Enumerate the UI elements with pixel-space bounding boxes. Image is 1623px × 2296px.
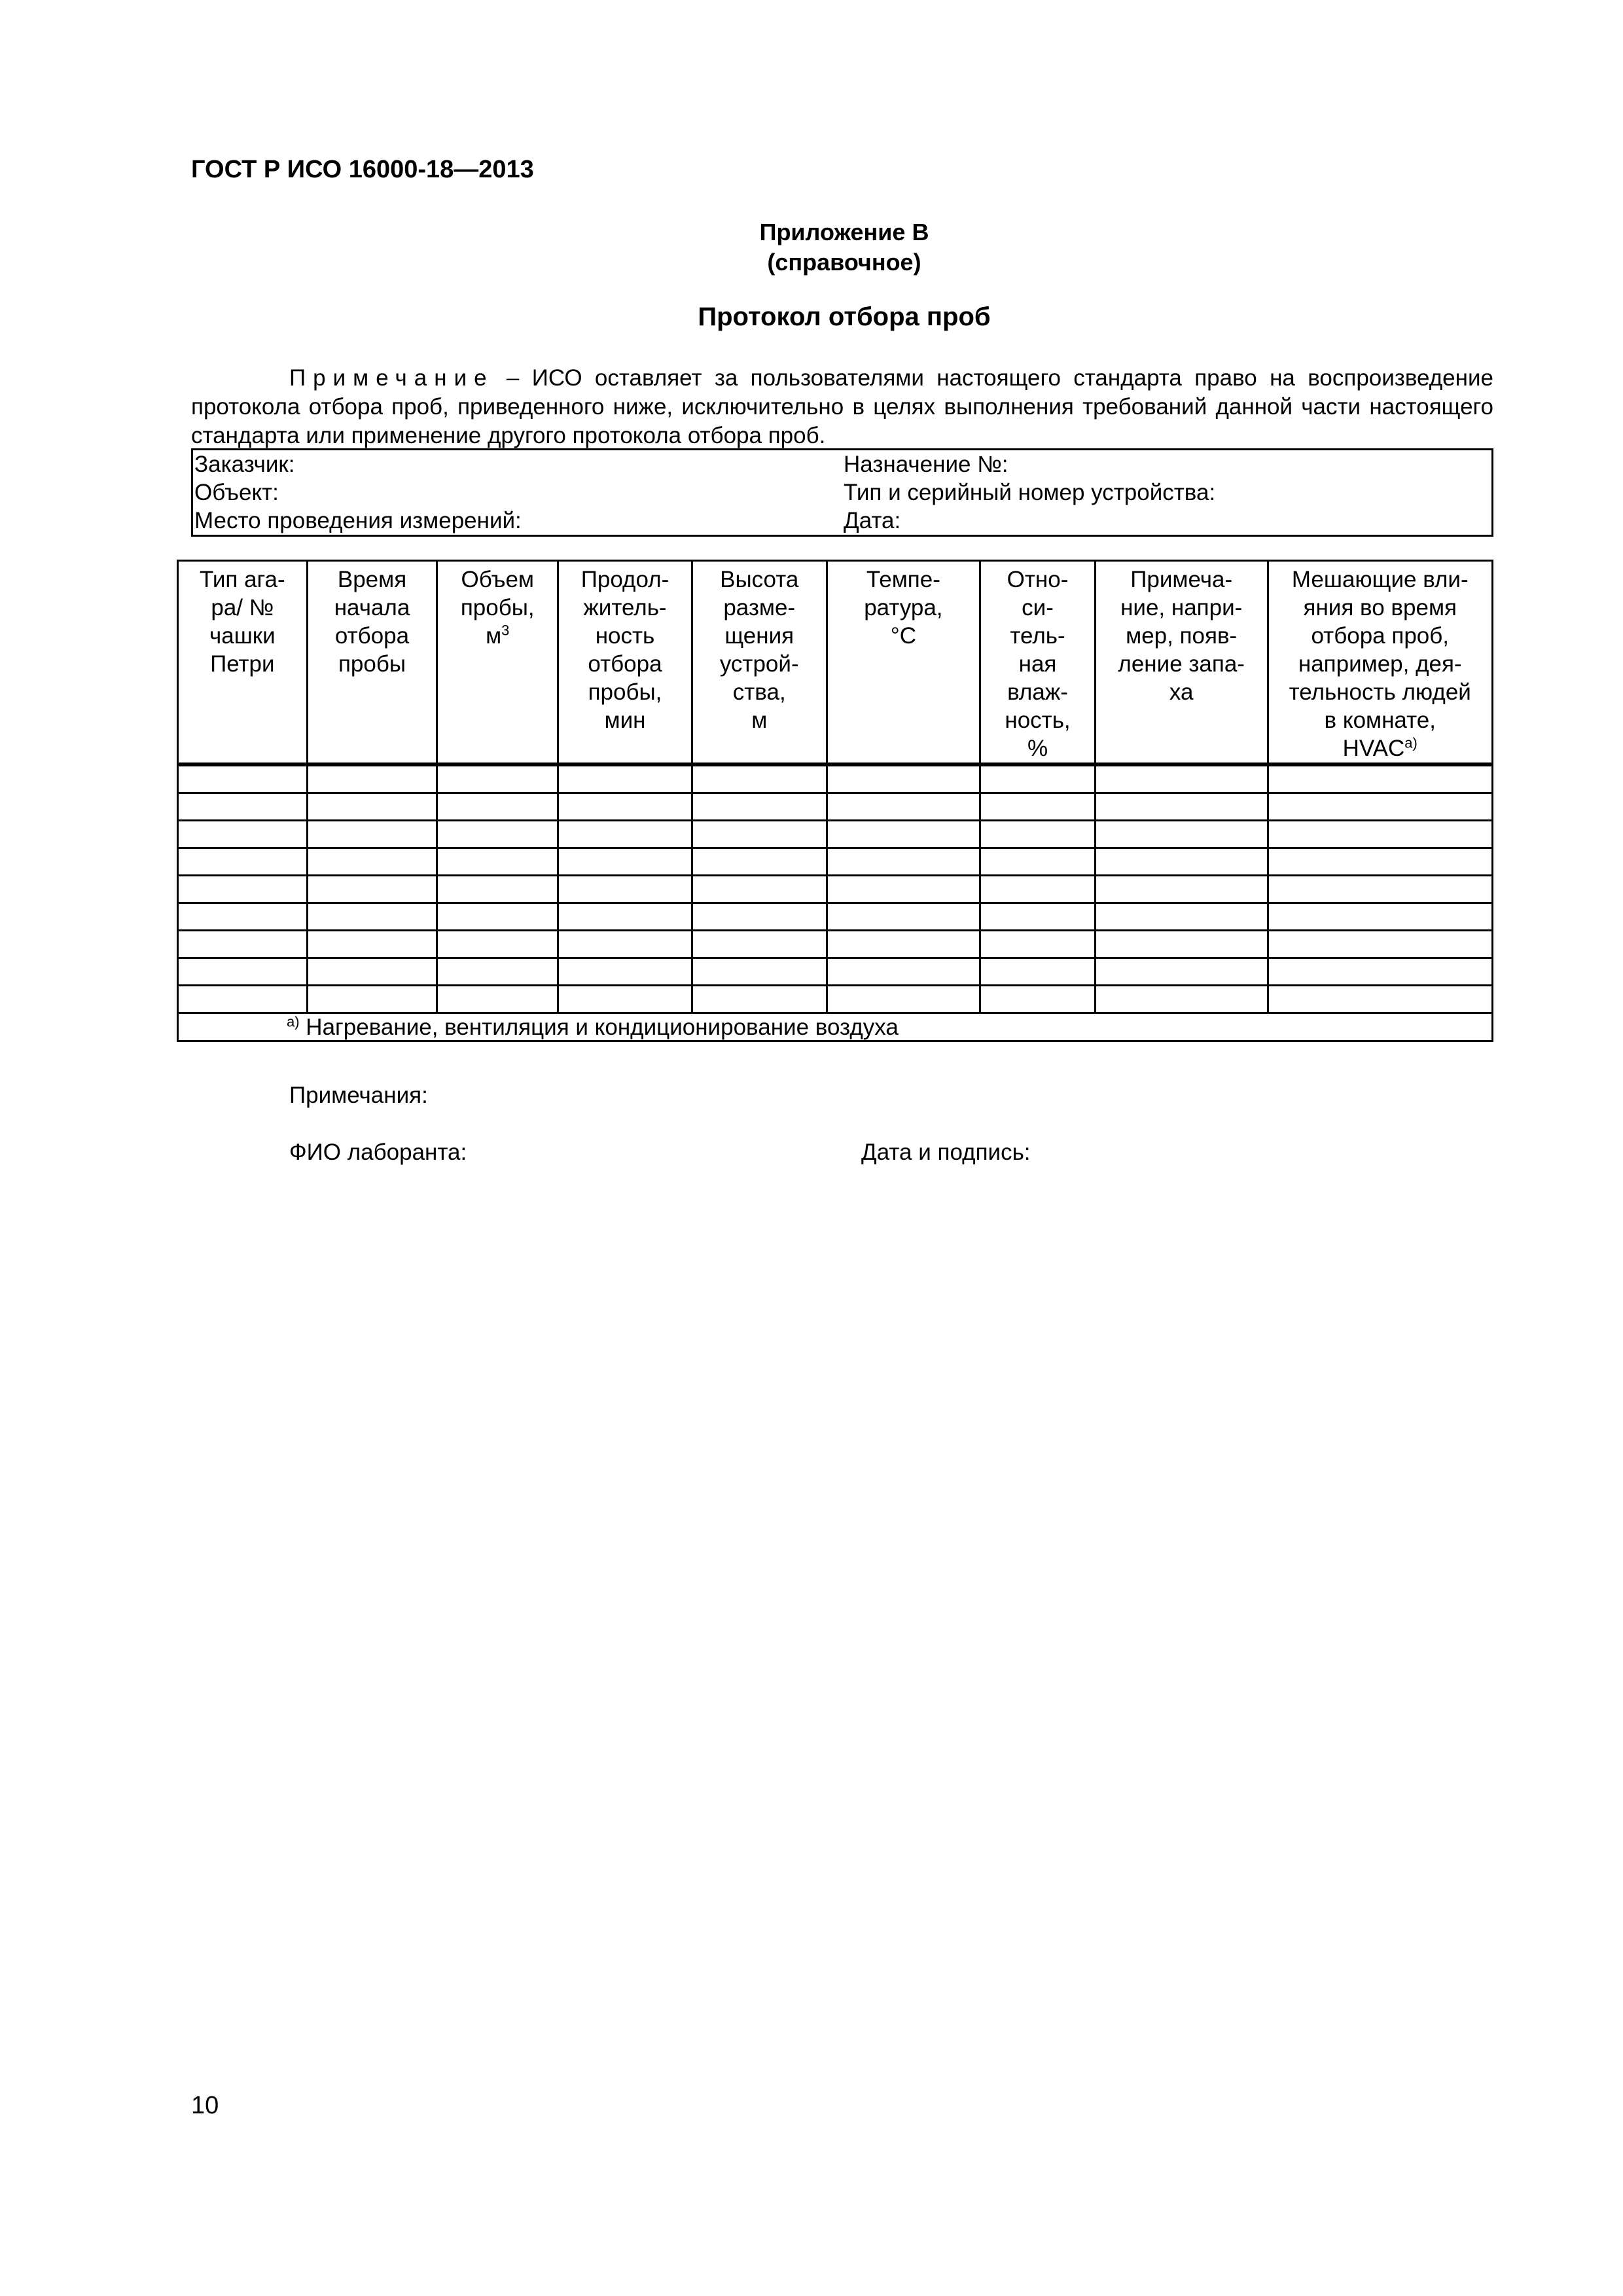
table-cell [980,986,1096,1013]
table-cell [980,903,1096,931]
table-cell [1095,848,1268,876]
table-row [178,931,1493,958]
col-humidity: Отно- си- тель- ная влаж- ность, % [980,561,1096,765]
table-row [178,848,1493,876]
table-cell [558,931,692,958]
table-cell [1268,958,1493,986]
annex-type: (справочное) [767,249,921,276]
table-cell [827,764,980,793]
table-cell [307,876,437,903]
table-cell [827,931,980,958]
table-cell [1268,764,1493,793]
table-cell [558,764,692,793]
table-cell [178,793,308,821]
table-row [178,876,1493,903]
col-volume: Объем пробы, $м^3$ [437,561,558,765]
notes-label: Примечания: [289,1083,428,1108]
table-row [178,903,1493,931]
table-cell [980,876,1096,903]
table-cell [178,903,308,931]
table-cell [692,764,827,793]
table-cell [1268,931,1493,958]
table-cell [307,931,437,958]
table-cell [307,903,437,931]
table-cell [437,764,558,793]
table-row [178,764,1493,793]
annex-heading [0,217,1623,278]
col-temperature: Темпе- ратура, °С [827,561,980,765]
table-cell [558,793,692,821]
table-cell [1095,821,1268,848]
table-cell [827,958,980,986]
table-cell [692,821,827,848]
date-signature-label: Дата и подпись: [861,1139,1031,1165]
table-cell [1268,848,1493,876]
table-header-row [178,561,1493,765]
note-text: ИСО оставляет за пользователями настоящего стандарта право на воспроизведение протокола отбора проб, приведенного ниже, исключительно в целях выполнения требований данной части настоящего стандарта или применение другого протокола отбора проб. [191,365,1493,448]
table-cell [178,876,308,903]
object-label: Объект: [194,480,279,505]
col-start-time: Время начала отбора пробы [307,561,437,765]
sampling-table [177,560,1493,1042]
table-cell [558,986,692,1013]
table-cell [1268,821,1493,848]
table-cell [1095,764,1268,793]
note-label: Примечание [289,365,494,391]
table-cell [692,848,827,876]
table-cell [437,876,558,903]
table-cell [178,848,308,876]
note-paragraph [191,364,1493,450]
table-cell [437,793,558,821]
table-cell [692,958,827,986]
table-cell [980,958,1096,986]
technician-label: ФИО лаборанта: [289,1139,467,1165]
table-row [178,986,1493,1013]
table-cell [827,793,980,821]
table-cell [692,876,827,903]
table-cell [827,903,980,931]
device-label: Тип и серийный номер устройства: [844,480,1216,505]
col-remark: Примеча- ние, напри- мер, появ- ление запа- ха [1095,561,1268,765]
table-cell [980,793,1096,821]
table-row [178,793,1493,821]
table-cell [307,821,437,848]
date-label: Дата: [844,508,901,533]
table-cell [307,848,437,876]
footnote-text: Нагревание, вентиляция и кондиционирование воздуха [299,1014,899,1040]
table-cell [692,986,827,1013]
table-cell [558,876,692,903]
table-cell [1268,876,1493,903]
table-cell [1268,793,1493,821]
table-cell [827,821,980,848]
table-cell [437,931,558,958]
table-cell [692,903,827,931]
table-cell [1095,958,1268,986]
table-cell [437,821,558,848]
col-interference: Мешающие вли- яния во время отбора проб, например, дея- тельность людей в комнате, $HVAC^{а)}$ [1268,561,1493,765]
customer-label: Заказчик: [194,452,295,477]
table-cell [178,958,308,986]
table-cell [437,903,558,931]
col-duration: Продол- житель- ность отбора пробы, мин [558,561,692,765]
table-cell [307,958,437,986]
col-agar-type: Тип ага- ра/ № чашки Петри [178,561,308,765]
table-cell [1268,903,1493,931]
table-cell [1095,876,1268,903]
table-cell [307,764,437,793]
table-cell [178,931,308,958]
table-row [178,821,1493,848]
col-height: Высота разме- щения устрой- ства, м [692,561,827,765]
hvac-superscript: а) [1404,734,1418,751]
table-cell [980,931,1096,958]
table-cell [437,958,558,986]
table-cell [307,793,437,821]
annex-title: Приложение В [759,219,929,245]
table-cell [1095,793,1268,821]
table-cell [827,986,980,1013]
footnote-row [178,1013,1493,1041]
table-cell [558,903,692,931]
table-cell [178,986,308,1013]
table-cell [980,764,1096,793]
volume-superscript: 3 [501,622,510,639]
assignment-label: Назначение №: [844,452,1008,477]
page-number: 10 [191,2092,219,2119]
table-cell [827,876,980,903]
table-cell [827,848,980,876]
table-cell [178,764,308,793]
footnote-cell [178,1013,1493,1041]
table-cell [692,793,827,821]
table-cell [558,848,692,876]
table-cell [1095,931,1268,958]
table-cell [437,986,558,1013]
table-cell [1095,986,1268,1013]
table-cell [178,821,308,848]
table-cell [558,958,692,986]
table-cell [307,986,437,1013]
table-cell [1268,986,1493,1013]
table-cell [980,821,1096,848]
table-row [178,958,1493,986]
table-cell [558,821,692,848]
table-cell [437,848,558,876]
note-dash: – [493,365,532,391]
table-cell [692,931,827,958]
protocol-info-table [191,448,1493,537]
footnote-mark: а) [287,1013,300,1030]
document-title: Протокол отбора проб [698,302,991,331]
table-cell [1095,903,1268,931]
standard-header: ГОСТ Р ИСО 16000-18—2013 [191,156,534,183]
place-label: Место проведения измерений: [194,508,522,533]
table-cell [980,848,1096,876]
